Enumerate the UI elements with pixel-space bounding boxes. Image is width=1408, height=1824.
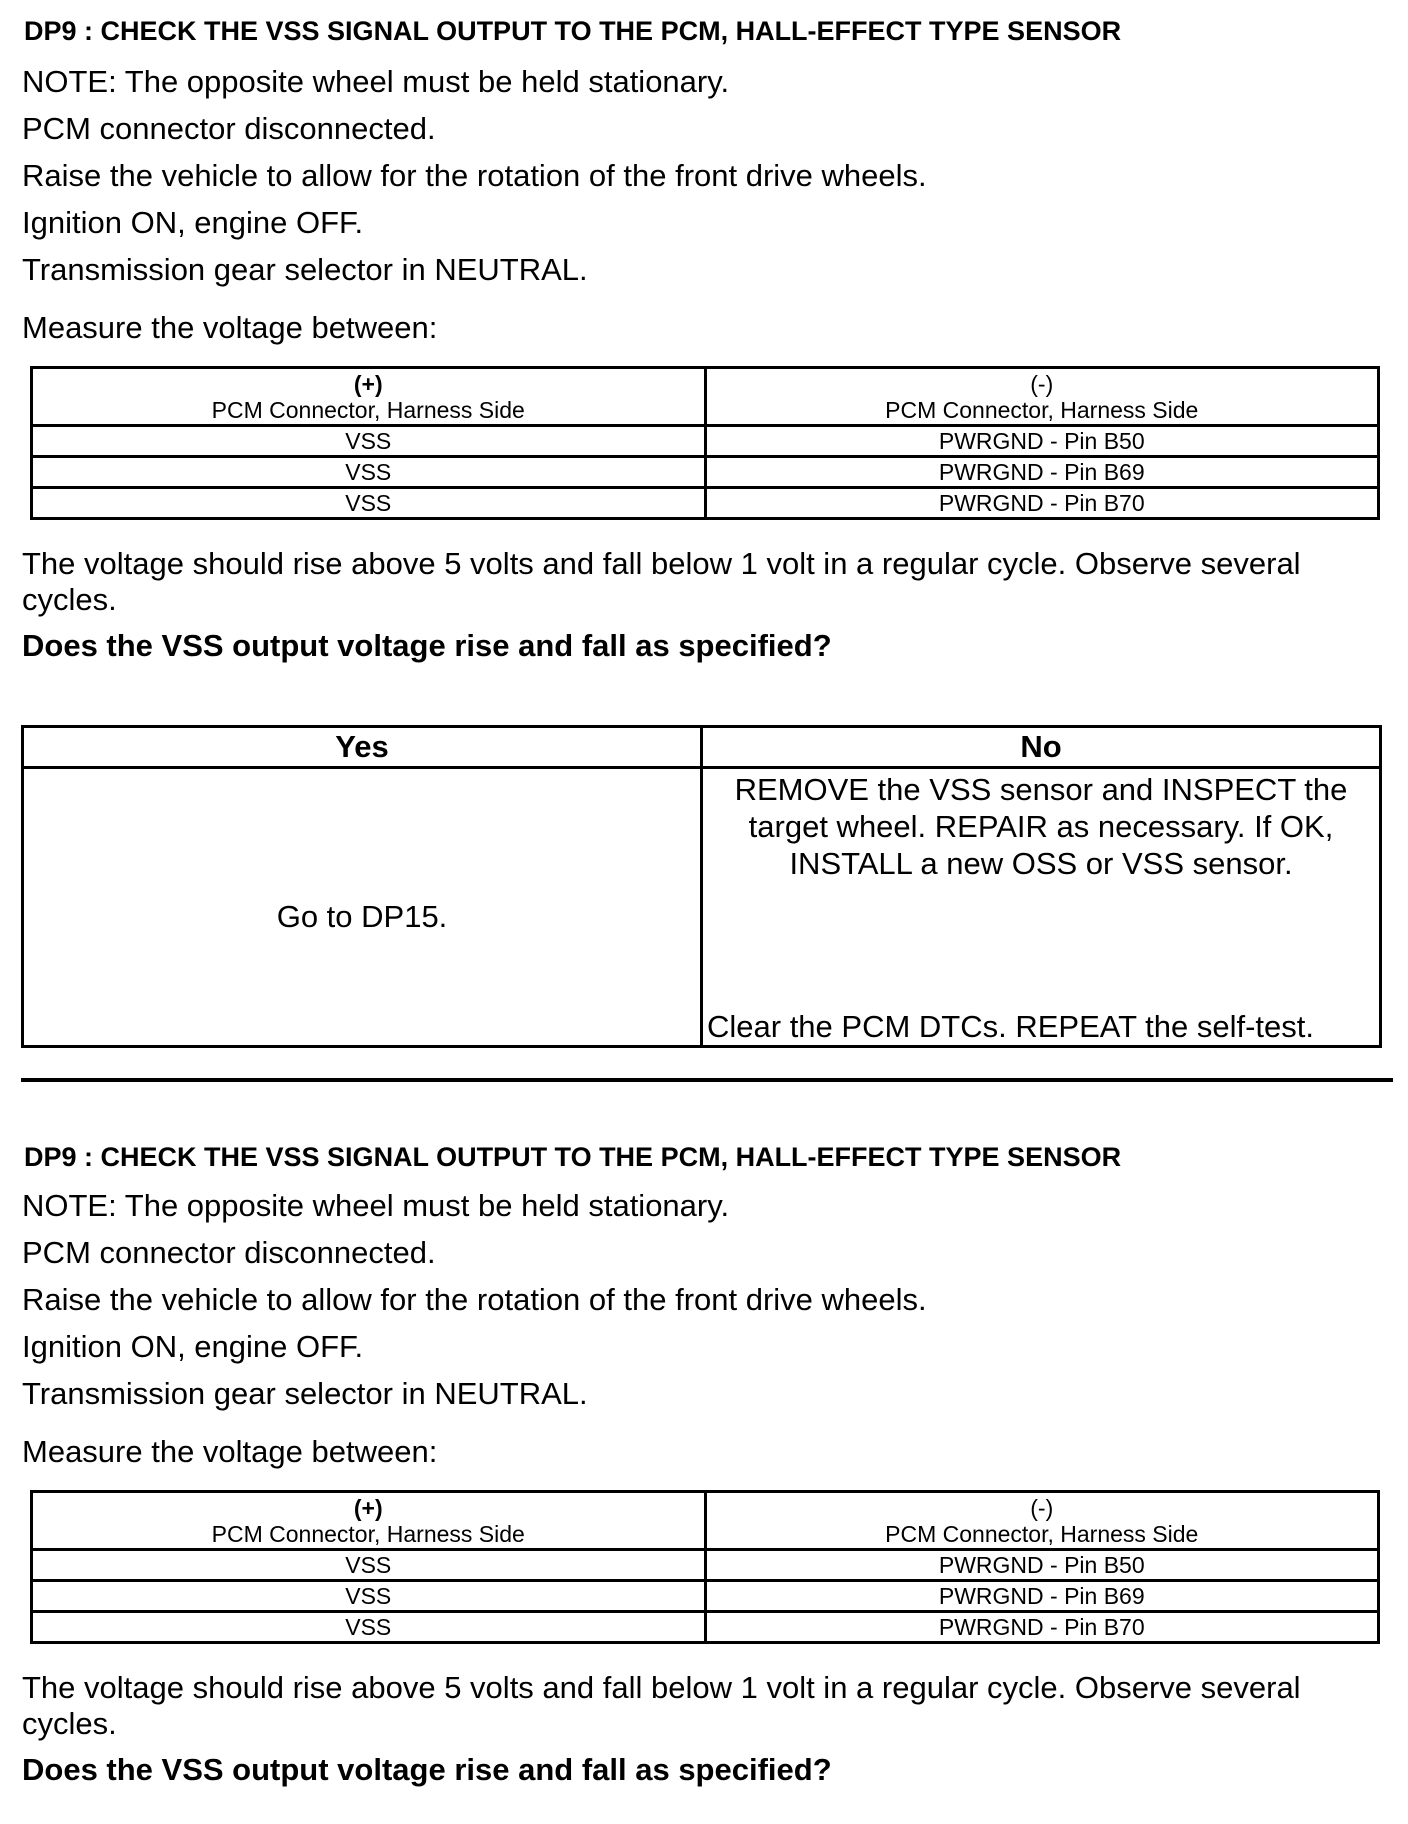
measurement-header-negative [705,368,1379,426]
table-cell: VSS [32,426,706,457]
table-cell: PWRGND - Pin B50 [705,426,1379,457]
table-row [32,1581,1379,1612]
decision-question: Does the VSS output voltage rise and fall as specified? [22,1752,832,1787]
step-raise-vehicle: Raise the vehicle to allow for the rotation of the front drive wheels. [22,158,927,193]
no-action-cell [702,768,1381,1047]
decision-table [21,725,1382,1048]
table-cell: PWRGND - Pin B69 [705,457,1379,488]
table-row [32,426,1379,457]
step-connector: PCM connector disconnected. [22,1235,436,1270]
table-cell: PWRGND - Pin B70 [705,1612,1379,1643]
positive-sign: (+) [353,1495,383,1521]
table-cell: PWRGND - Pin B70 [705,488,1379,519]
measurement-table [30,366,1380,520]
step-gear-selector: Transmission gear selector in NEUTRAL. [22,1376,588,1411]
step-note: NOTE: The opposite wheel must be held stationary. [22,1188,730,1223]
procedure-heading: DP9 : CHECK THE VSS SIGNAL OUTPUT TO THE PCM, HALL-EFFECT TYPE SENSOR [24,16,1122,46]
expected-condition: The voltage should rise above 5 volts and fall below 1 volt in a regular cycle. Observe several cycles. [22,1670,1301,1741]
positive-label: PCM Connector, Harness Side [211,1521,525,1547]
table-cell: VSS [32,457,706,488]
measurement-header-positive [32,368,706,426]
section-divider [21,1078,1393,1082]
positive-label: PCM Connector, Harness Side [211,397,525,423]
table-cell: PWRGND - Pin B50 [705,1550,1379,1581]
table-cell: PWRGND - Pin B69 [705,1581,1379,1612]
yes-header: Yes [23,727,702,768]
measure-intro: Measure the voltage between: [22,1434,438,1469]
positive-sign: (+) [353,371,383,397]
negative-label: PCM Connector, Harness Side [885,1521,1199,1547]
step-connector: PCM connector disconnected. [22,111,436,146]
table-cell: VSS [32,488,706,519]
measure-intro: Measure the voltage between: [22,310,438,345]
step-gear-selector: Transmission gear selector in NEUTRAL. [22,252,588,287]
measurement-header-positive [32,1492,706,1550]
negative-label: PCM Connector, Harness Side [885,397,1199,423]
measurement-table [30,1490,1380,1644]
procedure-heading: DP9 : CHECK THE VSS SIGNAL OUTPUT TO THE PCM, HALL-EFFECT TYPE SENSOR [24,1142,1122,1172]
step-ignition: Ignition ON, engine OFF. [22,1329,364,1364]
negative-sign: (-) [1030,1495,1054,1521]
table-cell: VSS [32,1612,706,1643]
no-header: No [702,727,1381,768]
table-row [32,457,1379,488]
table-row [32,1612,1379,1643]
step-ignition: Ignition ON, engine OFF. [22,205,364,240]
table-row [32,1550,1379,1581]
step-note: NOTE: The opposite wheel must be held stationary. [22,64,730,99]
expected-condition: The voltage should rise above 5 volts and fall below 1 volt in a regular cycle. Observe several cycles. [22,546,1301,617]
yes-action: Go to DP15. [23,768,702,1047]
table-cell: VSS [32,1550,706,1581]
no-action-footer: Clear the PCM DTCs. REPEAT the self-test. [707,1009,1314,1044]
negative-sign: (-) [1030,371,1054,397]
table-cell: VSS [32,1581,706,1612]
measurement-header-negative [705,1492,1379,1550]
table-row [32,488,1379,519]
step-raise-vehicle: Raise the vehicle to allow for the rotation of the front drive wheels. [22,1282,927,1317]
no-action: REMOVE the VSS sensor and INSPECT the target wheel. REPAIR as necessary. If OK, INSTALL a new OSS or VSS sensor. [734,772,1348,881]
decision-question: Does the VSS output voltage rise and fall as specified? [22,628,832,663]
